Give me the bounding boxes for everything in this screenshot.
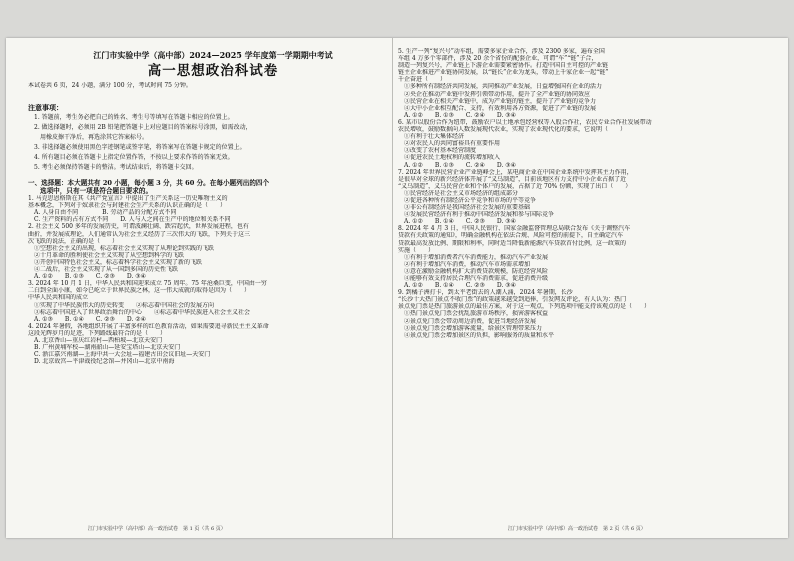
question-line: ②十月革命的胜利使社会主义实现了从空想到科学的飞跃 [34,251,185,259]
question-line: A. ①② B. ①③ C. ②④ D. ③④ [404,161,517,169]
right-page [398,38,768,538]
question-line: ④大中小企业相互配合、支持，有效利用各方资源，促进了产业链的发展 [404,104,597,112]
notice-item: 3. 非选择题必须使用黑色字迹钢笔或签字笔，将答案写在答题卡规定的位置上。 [34,144,246,152]
question-line: A. 北京香山—重庆红岩村—西柏坡—北京天安门 [34,336,163,344]
question-line: 链主企业推进产业链协同发展，以“链长”企业为龙头，带动上千家企业一起“链” [398,69,609,77]
question-line: 5. 生产一列“复兴号”动车组，需要多家企业合作，涉及 2300 多家，遍布全国 [398,48,605,55]
exam-info: 本试卷共 6 页，24 小题，满分 100 分，考试时间 75 分钟。 [28,82,192,89]
question-line: ①民营经济是社会主义市场经济的组成部分 [404,189,519,197]
question-line: ④发展民营经济有利于推动中国经济发展和参与国际竞争 [404,211,555,219]
question-line: ④二战后，社会主义实现了从一国到多国的历史性飞跃 [34,266,179,274]
question-line: 1. 马克思恩格斯在其《共产党宣言》中提出了生产关系这一历史唯物主义的 [28,195,228,203]
notice-item: 5. 考生必须保持答题卡的整洁。考试结束后，将答题卡交回。 [34,164,198,172]
question-line: ①多种所有制经济共同发展，共同推动产业发展，日益增强国有企业的活力 [404,83,603,91]
question-line: ③意在激励金融机构扩大消费贷款规模，防范经营风险 [404,267,549,275]
question-line: A. ①② B. ①④ C. ②③ D. ③④ [404,282,517,290]
question-line: ④促进农民土地权利的流转增加收入 [404,154,501,162]
notice-item: 4. 所有题目必须在答题卡上指定位置作答，不按以上要求作答的答案无效。 [34,154,234,162]
question-line: A. ①③ B. ①④ C. ②③ D. ②④ [34,315,147,323]
question-line: 千企奋进（ ） [398,76,447,84]
question-line: ③非公有制经济是我国经济社会发展的重要基础 [404,204,531,212]
question-line: ③景点免门票会增加游客流量，给景区管理带来压力 [404,324,543,332]
page-footer-left: 江门市实验中学（高中部）高一政治试卷 第 1 页（共 6 页） [88,526,226,532]
question-line: ③改变了农村基本经营制度 [404,147,477,155]
question-line: 曲折，并发展成理论，人们通常认为社会主义经历了三次伟大的飞跃，下列关于这三 [28,230,251,238]
question-line: 2. 社会主义 500 多年的发展历史，可谓波澜壮阔、跌宕起伏，世界发展进程，也有 [28,223,249,231]
question-line: 3. 2024 年 10 月 1 日，中华人民共和国迎来成立 75 周年。75 年沧桑巨变，中国由一穷 [28,280,267,288]
question-line: A. ①② B. ①③ C. ②④ D. ③④ [404,111,517,119]
question-line: 次飞跃的说法，正确的是（ ） [28,237,119,245]
notice-item: 1. 答题前，考生务必把自己的姓名、考生号等填写在答题卡相应的位置上。 [34,114,234,122]
left-question-list [28,195,398,365]
question-line: 8. 2024 年 4 月 3 日，中国人民银行、国家金融监督管理总局联合发布《关于调整汽车 [398,225,631,233]
question-line: A. ①② B. ①③ C. ②③ D. ③④ [34,273,147,281]
question-line: A. ①② B. ①④ C. ②③ D. ③④ [404,218,517,226]
question-line: 实施（ ） [398,246,435,254]
section-heading: 一、选择题：本大题共有 20 小题，每小题 3 分，共 60 分。在每小题列出的四个 [28,179,270,188]
question-line: D. 北京故宫—平津战役纪念馆—井冈山—北京中南海 [34,358,175,366]
question-line: 6. 某市以股份合作为纽带，鼓励农户以土地承包经营权等入股合作社，农民专业合作社发展带动 [398,118,652,126]
question-line: C. 生产资料的占有方式不同 D. 人与人之间在生产中的地位和关系不同 [34,216,231,224]
question-line: 7. 2024 年世界民营企业产业链峰会上，某电商企业在中国企业系统中发挥其主力作用， [398,168,633,176]
question-line: 基本概念，下列对于奴隶社会与封建社会生产关系的认识正确的是（ ） [28,202,227,210]
question-line: 贷款有关政策的通知》，明确金融机构在依法合规、风险可控的前提下，自主确定汽车 [398,232,624,240]
question-line: ②促进各种所有制经济公平竞争和市场的平等竞争 [404,196,537,204]
question-line: 农民增收，鼓励数据向人数发展现代农业，实现了农业现代化的要求，它说明（ ） [398,126,627,134]
question-line: A. 人身自由不同 B. 劳动产品的分配方式不同 [34,209,177,217]
question-line: ①有利于壮大集体经济 [404,133,465,141]
section-heading-cont: 选项中，只有一项是符合题目要求的。 [40,187,153,196]
question-line: ④景点免门票会增加景区的负担，影响服务的质量和水平 [404,331,555,339]
question-line: ①实现了中华民族伟大的历史转变 ②标志着中国社会的发展方向 [34,301,215,309]
notice-heading: 注意事项： [28,103,63,113]
question-line: 贷款最高发放比例、期限和利率，同时适当降低新能源汽车贷款首付比例，这一政策的 [398,239,627,247]
question-line: ②景点免门票会带动周边消费，促进当地经济发展 [404,317,537,325]
notice-item: 2. 做选择题时，必须用 2B 铅笔把答题卡上对应题目的答案标号涂黑，如需改动， [34,124,252,132]
right-question-list [398,48,768,339]
question-line: 4. 2024 年暑假，各地组织开展了丰富多样的红色教育活动，如果需要追寻新民主主义革命 [28,322,269,330]
page-footer-right: 江门市实验中学（高中部）高一政治试卷 第 2 页（共 6 页） [508,526,646,532]
question-line: ①有利于增加消费者汽车消费能力，推动汽车产业发展 [404,253,549,261]
question-line: “长沙十大热门景点不收门票”的政策越来越受到追捧，引发网友评论，有人认为：热门 [398,296,627,304]
question-line: ①热门景点免门票会扰乱旅游市场秩序，损害游客权益 [404,310,549,318]
question-line: 景点免门票是热门旅游景点的最佳方案，对于这一观点，下列选项中能支持该观点的是（ ） [398,303,651,311]
question-line: ②对农民人的共同富裕具有重要作用 [404,140,501,148]
question-line: ②央企在推动产业链中发挥引领带动作用，提升了全产业链的协同效应 [404,90,591,98]
question-line: 9. 到橘子洲打卡，到太平老街去的人潮人涌，2024 年暑期，长沙 [398,289,573,297]
question-line: ②有利于增加汽车消费，推动汽车市场需求增加 [404,260,531,268]
question-line: 是很早对全球的新兴经济体开展了“义乌制造”，目前该地区有力支持中小企业占据了近 [398,175,627,183]
question-line: 中华人民共和国的成立 [28,294,89,302]
question-line: “义乌制造”，义乌民营企业和个体户的发展，占据了近 70% 份额，实现了出口（ ） [398,182,632,190]
question-line: ①空想社会主义的出现，标志着社会主义实现了从理论到实践的飞跃 [34,244,215,252]
question-line: ③开创中国特色社会主义，标志着科学社会主义实现了新的飞跃 [34,258,203,266]
school-header: 江门市实验中学（高中部）2024—2025 学年度第一学期期中考试 [93,50,333,60]
question-line: ③民营企业在相关产业链中，成为产业链的链主，提升了产业链的竞争力 [404,97,597,105]
exam-title: 高一思想政治科试卷 [147,63,279,79]
question-line: 这段光辉岁月的足迹，下列路线最符合的是（ ） [28,329,167,337]
question-line: C. 浙江嘉兴南湖—上海中共一大会址—福建古田会议旧址—天安门 [34,351,211,359]
question-line: 二白到全面小康，如今已屹立于世界民族之林，这一伟大成就的取得是因为（ ） [28,287,251,295]
question-line: 制造一列复兴号，产业链上下游企业需要紧密协作。打造中国自主可控的产业链 [398,62,609,70]
question-line: B. 广州黄埔军校—湖南韶山—延安宝塔山—北京天安门 [34,344,181,352]
exam-sheet [6,38,788,538]
left-page [28,38,398,538]
notice-item: 用橡皮擦干净后，再选涂其它答案标号。 [40,134,149,142]
question-line: ④能够有效支持居民合理汽车消费需求，促进消费升级 [404,275,549,282]
question-line: 车组 4 万多个零部件，涉及 20 余个省份的配套企业，可谓“车”“链”子合， [398,55,598,63]
question-line: ③标志着中国进入了世界政治舞台的中心 ④标志着中华民族进入社会主义社会 [34,308,251,316]
